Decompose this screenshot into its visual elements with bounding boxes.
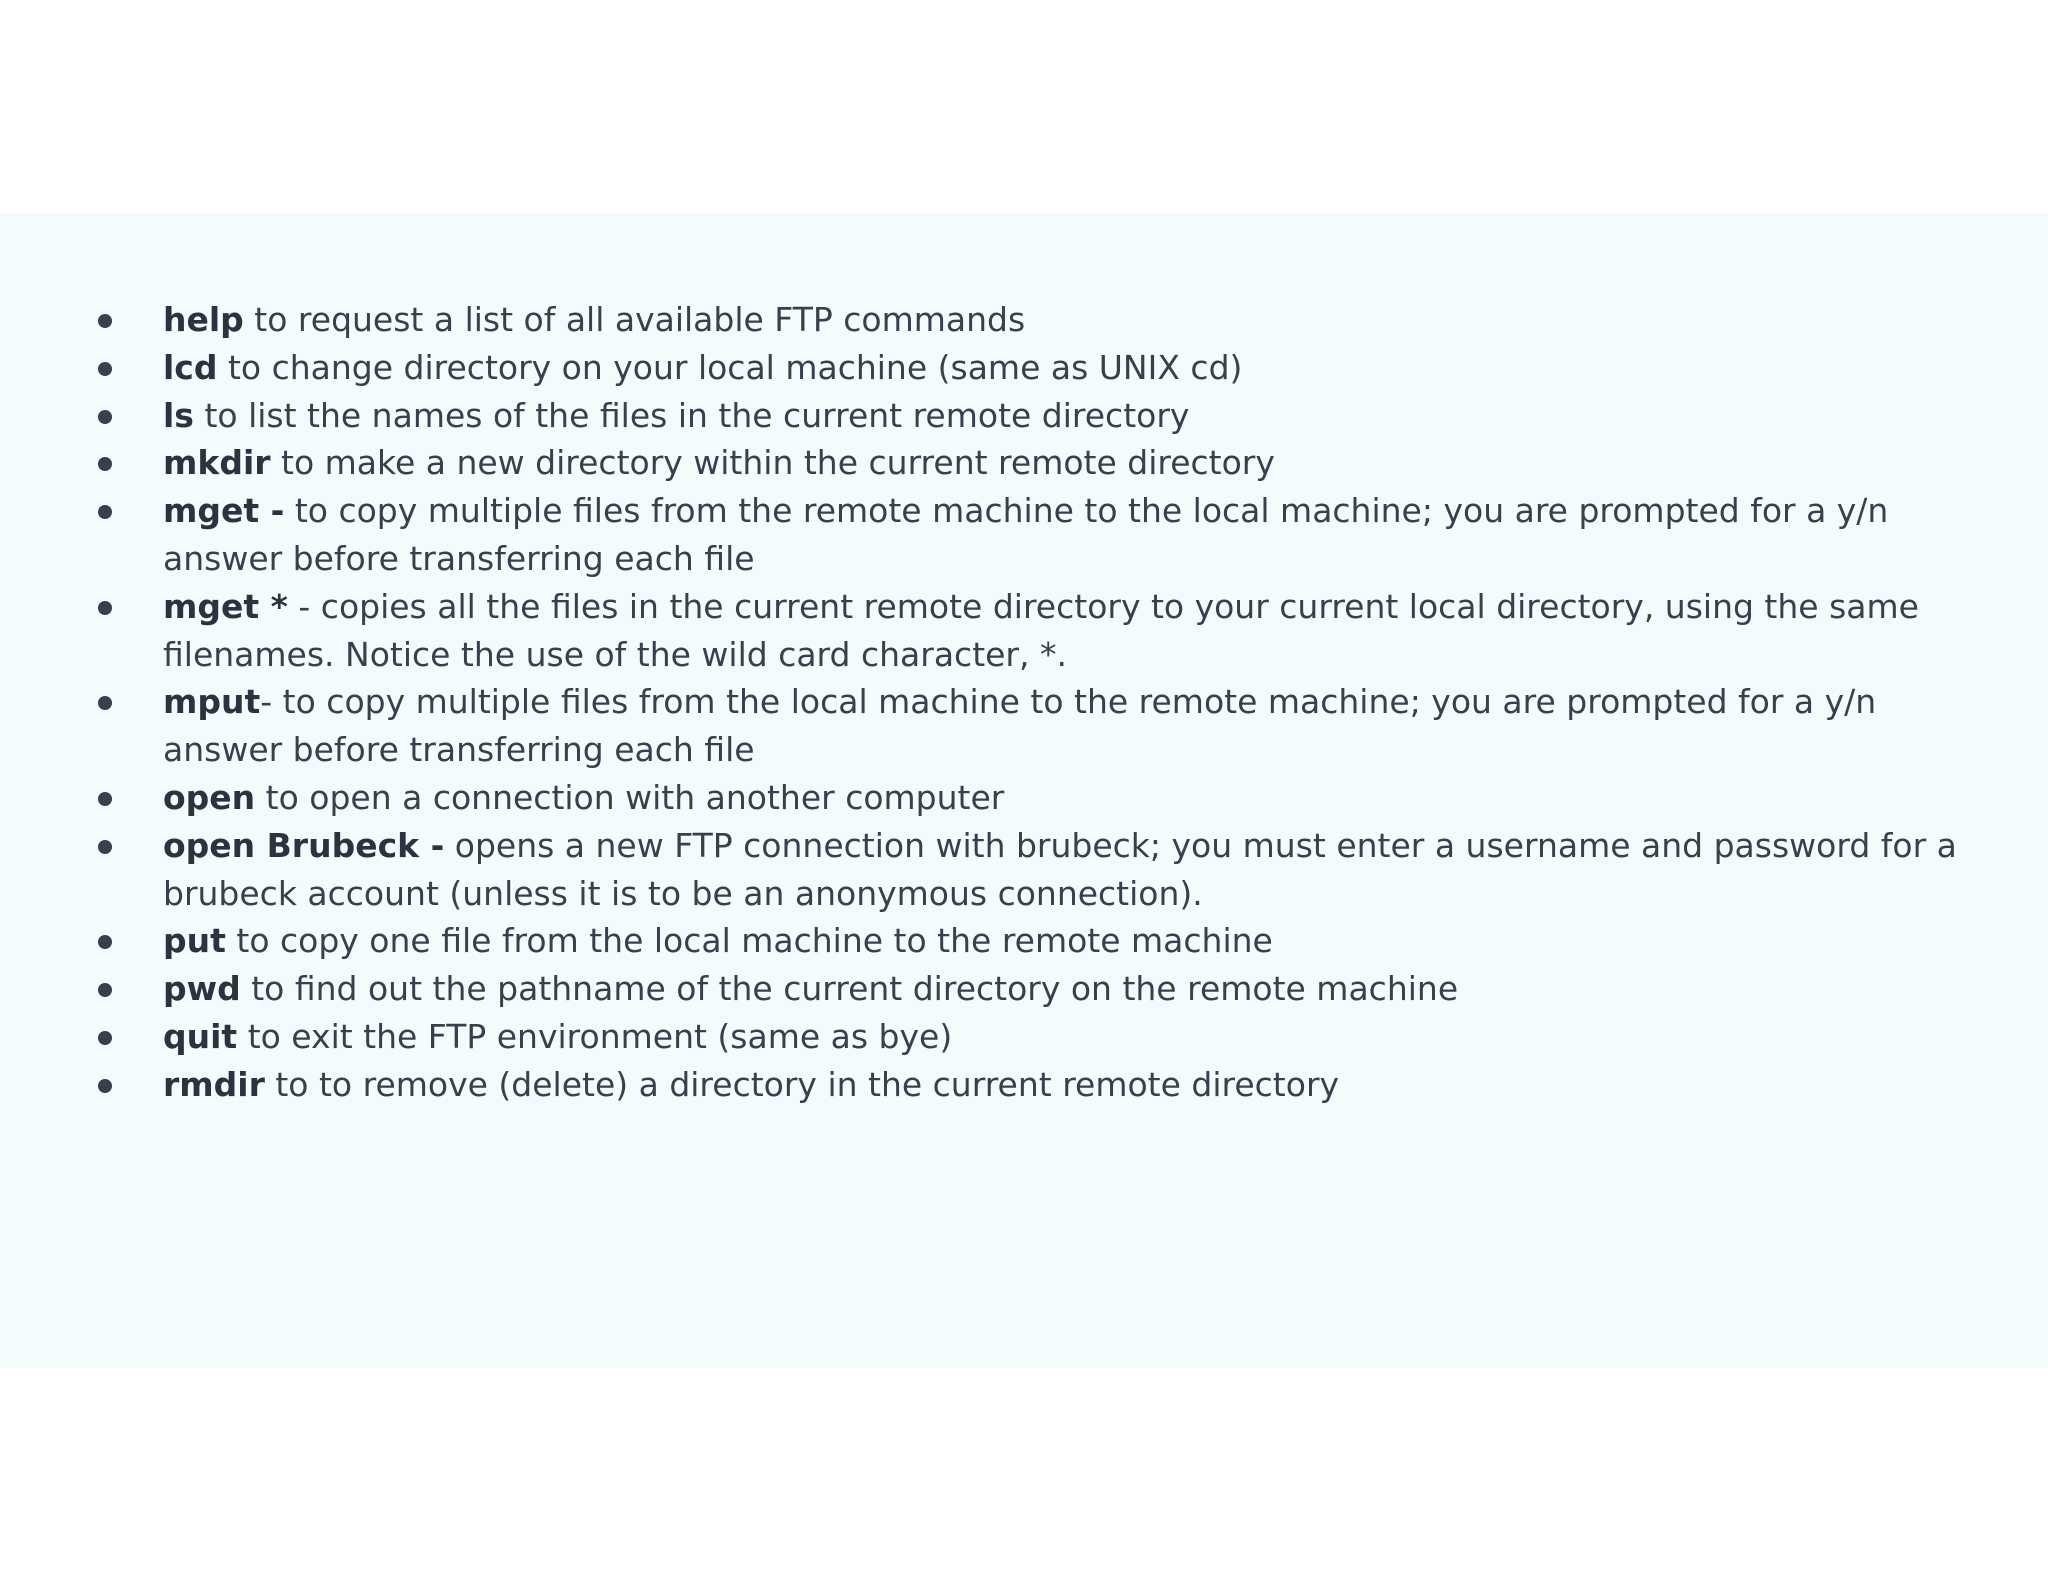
bullet-icon xyxy=(98,792,112,806)
bullet-icon xyxy=(98,601,112,615)
command-description: to copy one file from the local machine to the remote machine xyxy=(225,921,1273,961)
command-description: to copy multiple files from the remote machine to the local machine; you are prompted for a y/n xyxy=(284,491,1889,531)
command-name: ls xyxy=(163,395,194,435)
command-name: mput xyxy=(163,682,261,722)
command-description: - copies all the files in the current remote directory to your current local directory, using the same xyxy=(287,586,1919,626)
list-item-put xyxy=(0,917,2048,965)
command-name: mget * xyxy=(163,586,288,626)
list-item-mget xyxy=(0,487,2048,583)
command-description: opens a new FTP connection with brubeck; you must enter a username and password for a xyxy=(444,825,1957,865)
command-description: to request a list of all available FTP commands xyxy=(243,300,1026,339)
ftp-command-list xyxy=(0,296,2048,1109)
command-description: to list the names of the files in the current remote directory xyxy=(193,395,1190,435)
bullet-icon xyxy=(98,505,112,519)
list-item-pwd xyxy=(0,965,2048,1013)
command-name: rmdir xyxy=(163,1064,265,1104)
command-description: to find out the pathname of the current directory on the remote machine xyxy=(240,969,1459,1009)
command-name: open Brubeck - xyxy=(163,825,445,865)
list-item-mput xyxy=(0,678,2048,774)
command-name: lcd xyxy=(163,347,218,387)
list-item-help xyxy=(0,296,2048,344)
list-item-mget-all xyxy=(0,583,2048,679)
bullet-icon xyxy=(98,1079,112,1093)
command-description: to make a new directory within the current remote directory xyxy=(270,443,1275,483)
command-name: mget - xyxy=(163,491,285,531)
list-item-mkdir xyxy=(0,439,2048,487)
bullet-icon xyxy=(98,840,112,854)
command-description: to change directory on your local machine (same as UNIX cd) xyxy=(217,347,1243,387)
bullet-icon xyxy=(98,935,112,949)
command-name: put xyxy=(163,921,226,961)
list-item-ls xyxy=(0,392,2048,440)
bullet-icon xyxy=(98,696,112,710)
list-item-rmdir xyxy=(0,1061,2048,1109)
command-name: help xyxy=(163,300,244,339)
command-name: pwd xyxy=(163,969,241,1009)
bullet-icon xyxy=(98,410,112,424)
bullet-icon xyxy=(98,314,112,328)
command-name: quit xyxy=(163,1016,238,1056)
command-description-continued: brubeck account (unless it is to be an anonymous connection). xyxy=(163,873,1203,913)
list-item-open-brubeck xyxy=(0,822,2048,918)
command-name: open xyxy=(163,777,256,817)
bullet-icon xyxy=(98,1031,112,1045)
command-description: to exit the FTP environment (same as bye) xyxy=(237,1016,953,1056)
command-description-continued: answer before transferring each file xyxy=(163,538,755,578)
command-description: to open a connection with another computer xyxy=(255,777,1005,817)
command-description-continued: filenames. Notice the use of the wild card character, *. xyxy=(163,634,1067,674)
list-item-open xyxy=(0,774,2048,822)
command-name: mkdir xyxy=(163,443,271,483)
bullet-icon xyxy=(98,362,112,376)
bullet-icon xyxy=(98,457,112,471)
command-description-continued: answer before transferring each file xyxy=(163,730,755,770)
list-item-quit xyxy=(0,1013,2048,1061)
list-item-lcd xyxy=(0,344,2048,392)
bullet-icon xyxy=(98,983,112,997)
command-description: - to copy multiple files from the local machine to the remote machine; you are prompted for a y/n xyxy=(260,682,1877,722)
command-description: to to remove (delete) a directory in the current remote directory xyxy=(264,1064,1340,1104)
